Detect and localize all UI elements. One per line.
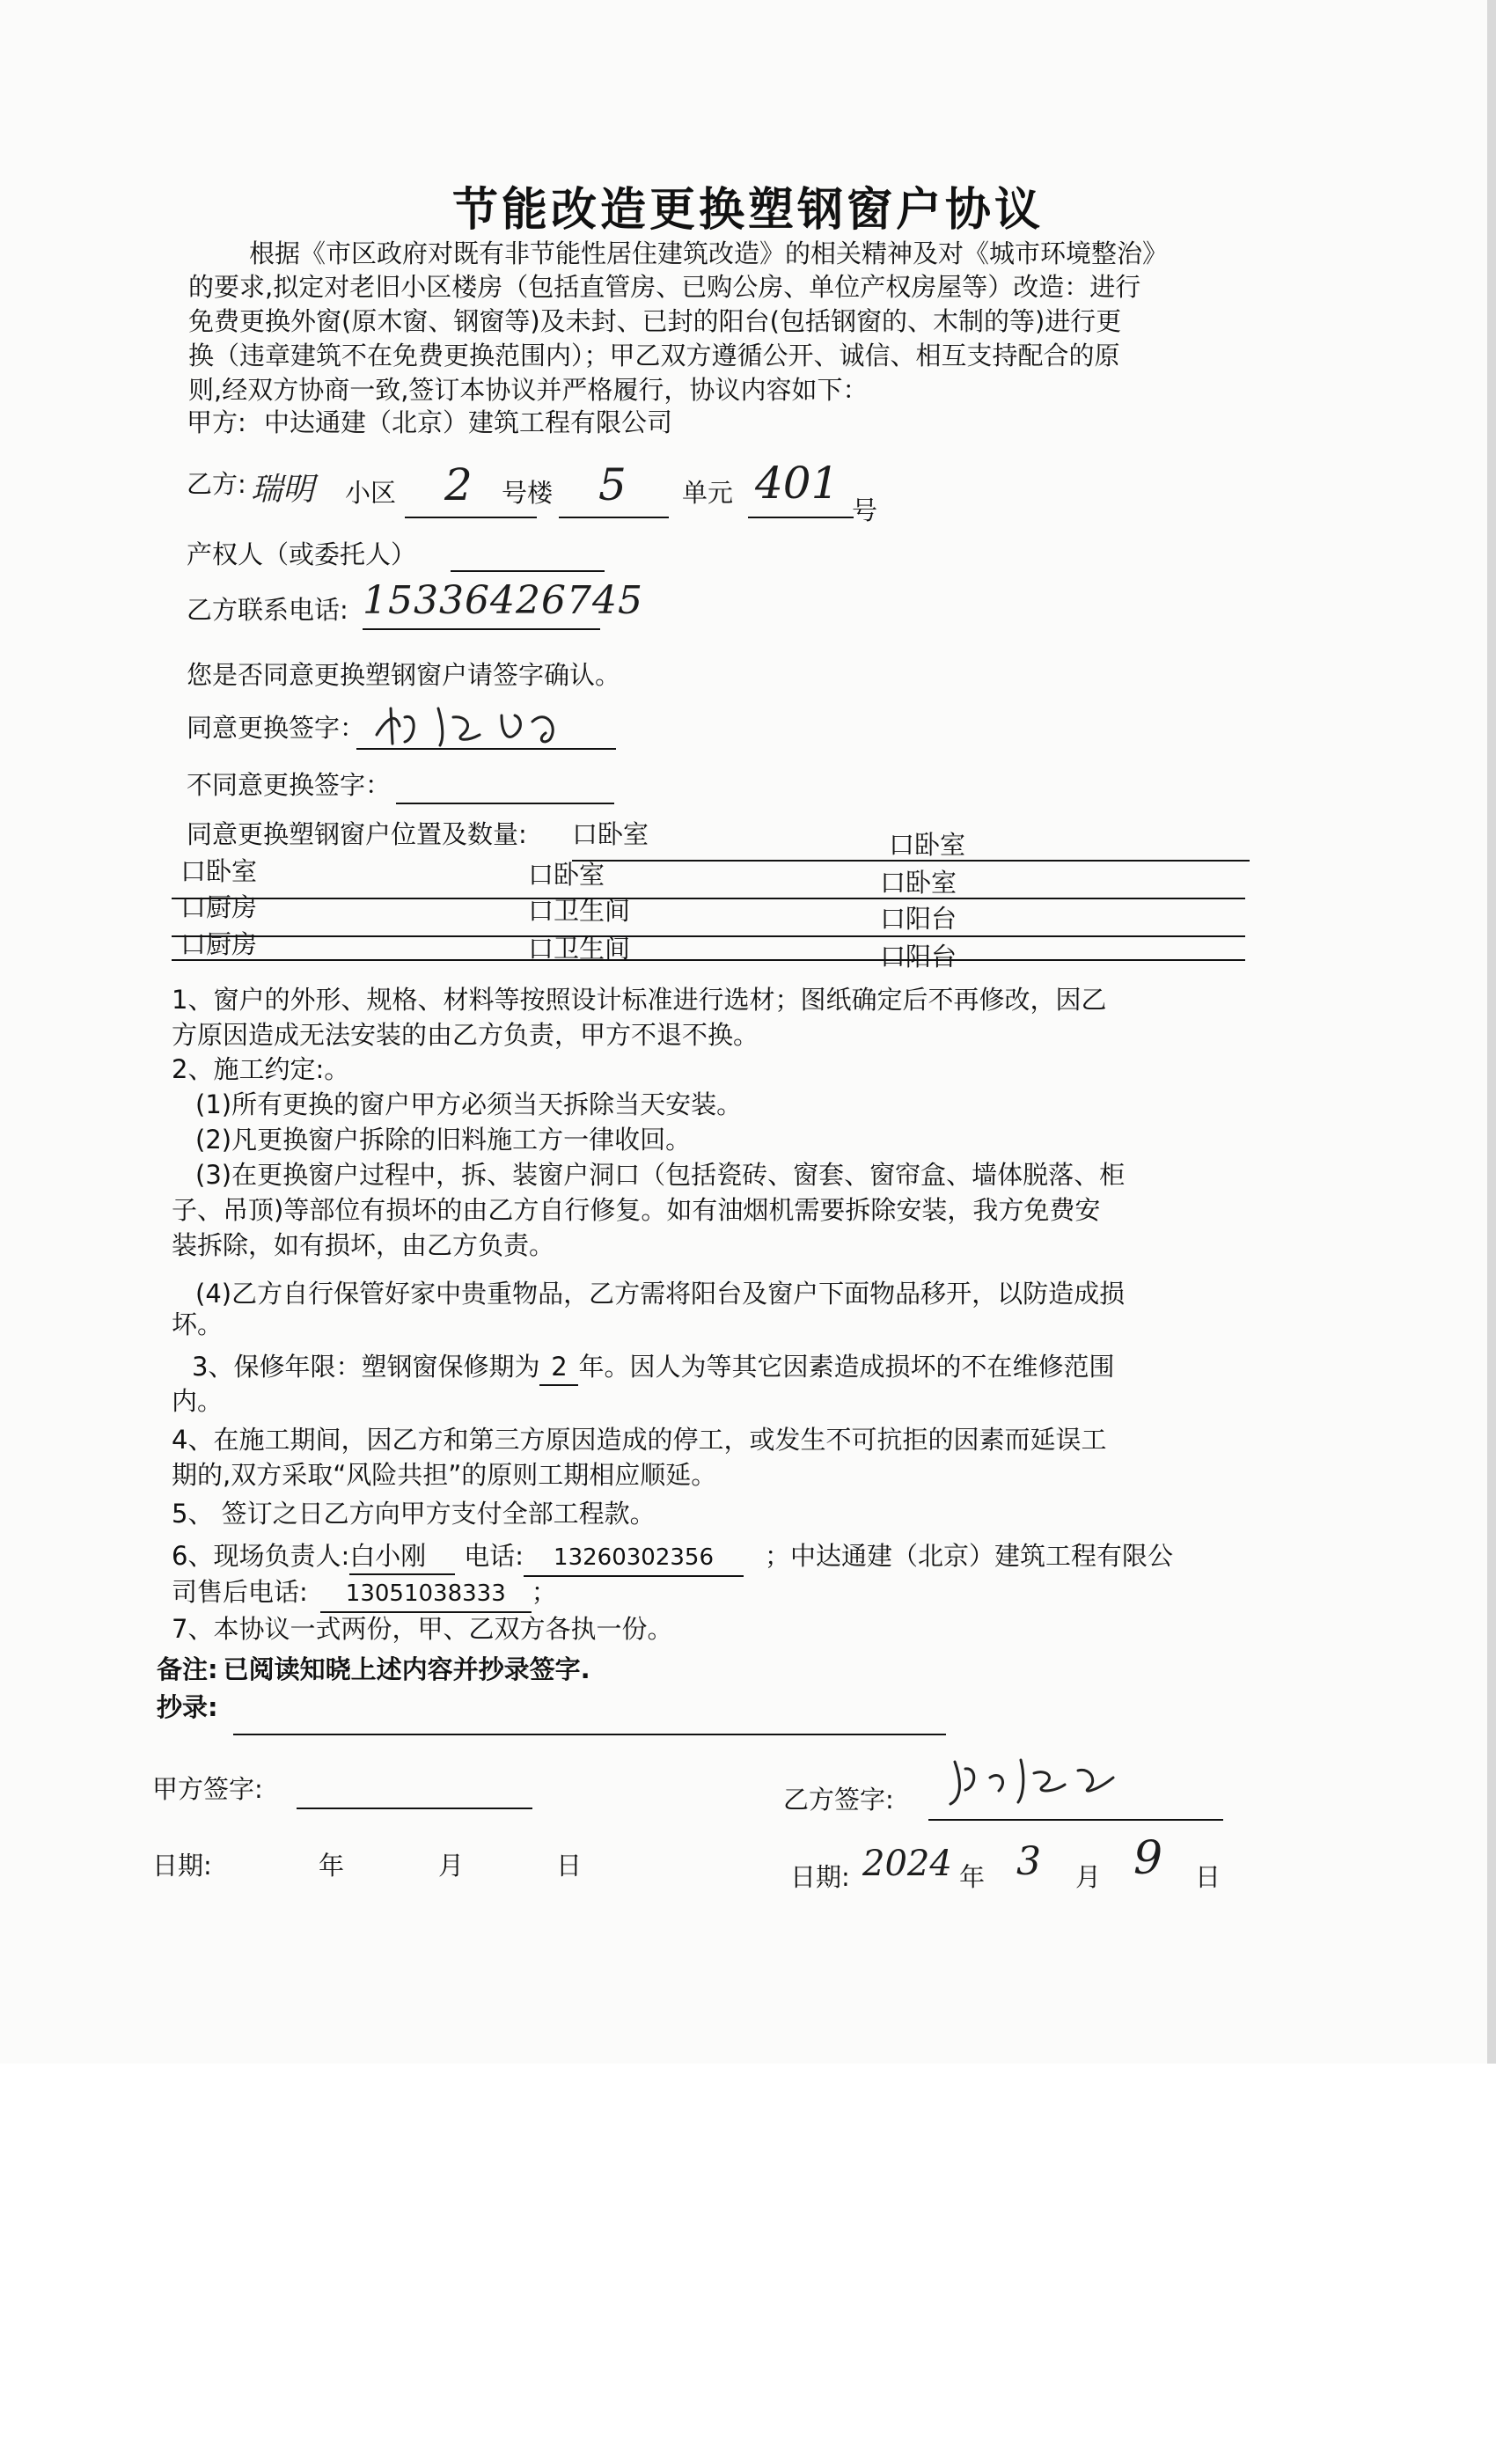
unit-line [559,517,669,518]
copy-label: 抄录: [157,1692,218,1722]
window-option: 口卧室 [880,868,957,898]
window-option: 口卧室 [528,860,605,890]
intro-line: 的要求,拟定对老旧小区楼房（包括直管房、已购公房、单位产权房屋等）改造：进行 [188,272,1141,302]
community-value: 瑞明 [251,472,315,508]
date-b-label: 日期: [790,1862,850,1892]
unit-suffix: 单元 [682,478,734,508]
clause-2-3: (3)在更换窗户过程中，拆、装窗户洞口（包括瓷砖、窗套、窗帘盒、墙体脱落、柜 [195,1160,1126,1190]
date-b-day-value: 9 [1133,1832,1163,1885]
after-sales-phone: 13051038333 [320,1576,532,1613]
window-option: 口卧室 [889,830,966,860]
remark [157,1652,590,1687]
window-option: 口卫生间 [528,896,631,926]
clause-6-after-sales-label: 司售后电话: [172,1577,308,1607]
date-b-year: 年 [959,1862,986,1892]
page-title: 节能改造更换塑钢窗户协议 [451,184,1044,237]
window-option: 口卧室 [180,856,258,886]
clause-4: 4、在施工期间，因乙方和第三方原因造成的停工，或发生不可抗拒的因素而延误工 [172,1425,1107,1455]
intro-line: 根据《市区政府对既有非节能性居住建筑改造》的相关精神及对《城市环境整治》 [249,238,1169,268]
window-option: 口厨房 [180,929,258,959]
clause-6-end: ； [531,1577,557,1607]
clause-2-2: (2)凡更换窗户拆除的旧料施工方一律收回。 [195,1125,692,1155]
date-b-day: 日 [1195,1862,1221,1892]
disagree-line [396,803,614,804]
clause-6-cont [172,1574,557,1613]
clause-2: 2、施工约定:。 [172,1054,350,1084]
window-option: 口阳台 [880,942,957,972]
room-suffix: 号 [852,495,878,525]
owner-label: 产权人（或委托人） [187,539,417,569]
phone-line [363,628,600,630]
date-a-day: 日 [556,1851,583,1881]
window-option: 口厨房 [180,892,258,922]
building-line [405,517,537,518]
date-b-month: 月 [1075,1862,1102,1892]
clause-3-cont: 内。 [172,1386,224,1416]
clause-2-1: (1)所有更换的窗户甲方必须当天拆除当天安装。 [195,1089,743,1119]
party-a-label: 甲方: [187,407,246,437]
table-rule [172,959,1245,961]
clause-6-company: ；中达通建（北京）建筑工程有限公 [765,1541,1174,1571]
date-a-label: 日期: [152,1851,212,1881]
table-rule [172,935,1245,937]
clause-3-pre: 3、保修年限：塑钢窗保修期为 [192,1352,540,1382]
window-option: 口阳台 [880,904,957,934]
site-phone: 13260302356 [524,1540,744,1577]
intro-line: 换（违章建筑不在免费更换范围内）；甲乙双方遵循公开、诚信、相互支持配合的原 [188,341,1120,370]
remark-text: 已阅读知晓上述内容并抄录签字. [223,1654,590,1684]
unit-value: 5 [598,459,627,510]
date-b-month-value: 3 [1016,1839,1041,1884]
date-b-year-value: 2024 [862,1844,952,1884]
date-a-year: 年 [319,1851,345,1881]
clause-7: 7、本协议一式两份，甲、乙双方各执一份。 [172,1614,673,1644]
party-a-sign-label: 甲方签字: [152,1774,263,1804]
window-option: 口卧室 [572,819,649,849]
clause-2-3-cont: 装拆除，如有损坏，由乙方负责。 [172,1230,555,1260]
clause-1: 1、窗户的外形、规格、材料等按照设计标准进行选材；图纸确定后不再修改，因乙 [172,985,1107,1015]
scan-edge [1487,0,1496,2064]
party-b-label: 乙方: [187,469,246,499]
building-value: 2 [444,459,473,510]
date-a-month: 月 [438,1851,465,1881]
window-option: 口卫生间 [528,934,631,964]
copy-line [233,1734,946,1735]
room-value: 401 [755,458,840,509]
clause-6-phone-label: 电话: [464,1541,524,1571]
agree-line [356,748,616,750]
site-manager: 白小刚 [349,1538,455,1575]
party-a-sign-line [297,1808,532,1809]
intro-line: 免费更换外窗(原木窗、钢窗等)及未封、已封的阳台(包括钢窗的、木制的等)进行更 [188,306,1122,336]
building-suffix: 号楼 [502,478,554,508]
clause-5: 5、 签订之日乙方向甲方支付全部工程款。 [172,1499,656,1529]
clause-2-3-cont: 子、吊顶)等部位有损坏的由乙方自行修复。如有油烟机需要拆除安装，我方免费安 [172,1195,1101,1225]
clause-2-4: (4)乙方自行保管好家中贵重物品，乙方需将阳台及窗户下面物品移开，以防造成损 [195,1279,1126,1309]
party-b-sign-label: 乙方签字: [783,1785,894,1815]
community-suffix: 小区 [345,478,397,508]
agree-label: 同意更换签字： [187,713,366,743]
clause-2-4-cont: 坏。 [172,1309,224,1339]
clause-3-post: 年。因人为等其它因素造成损坏的不在维修范围 [578,1352,1115,1382]
intro-line: 则,经双方协商一致,签订本协议并严格履行，协议内容如下： [188,375,869,405]
clause-6-label: 6、现场负责人: [172,1541,350,1571]
warranty-years: 2 [539,1349,578,1386]
consent-question: 您是否同意更换塑钢窗户请签字确认。 [187,660,621,690]
windows-label: 同意更换塑钢窗户位置及数量: [187,819,527,849]
party-b-sign-line [928,1819,1223,1821]
owner-line [451,570,605,572]
table-rule [572,860,1250,862]
party-a-name: 中达通建（北京）建筑工程有限公司 [264,407,673,437]
clause-4-cont: 期的,双方采取“风险共担”的原则工期相应顺延。 [172,1460,717,1490]
phone-label: 乙方联系电话: [187,595,348,625]
clause-1-cont: 方原因造成无法安装的由乙方负责，甲方不退不换。 [172,1020,759,1050]
disagree-label: 不同意更换签字： [187,770,392,800]
remark-label: 备注: [157,1654,218,1684]
clause-3 [192,1349,1114,1386]
table-rule [172,898,1245,899]
room-line [748,517,854,518]
clause-6 [172,1538,1173,1577]
phone-value: 15336426745 [363,578,643,623]
